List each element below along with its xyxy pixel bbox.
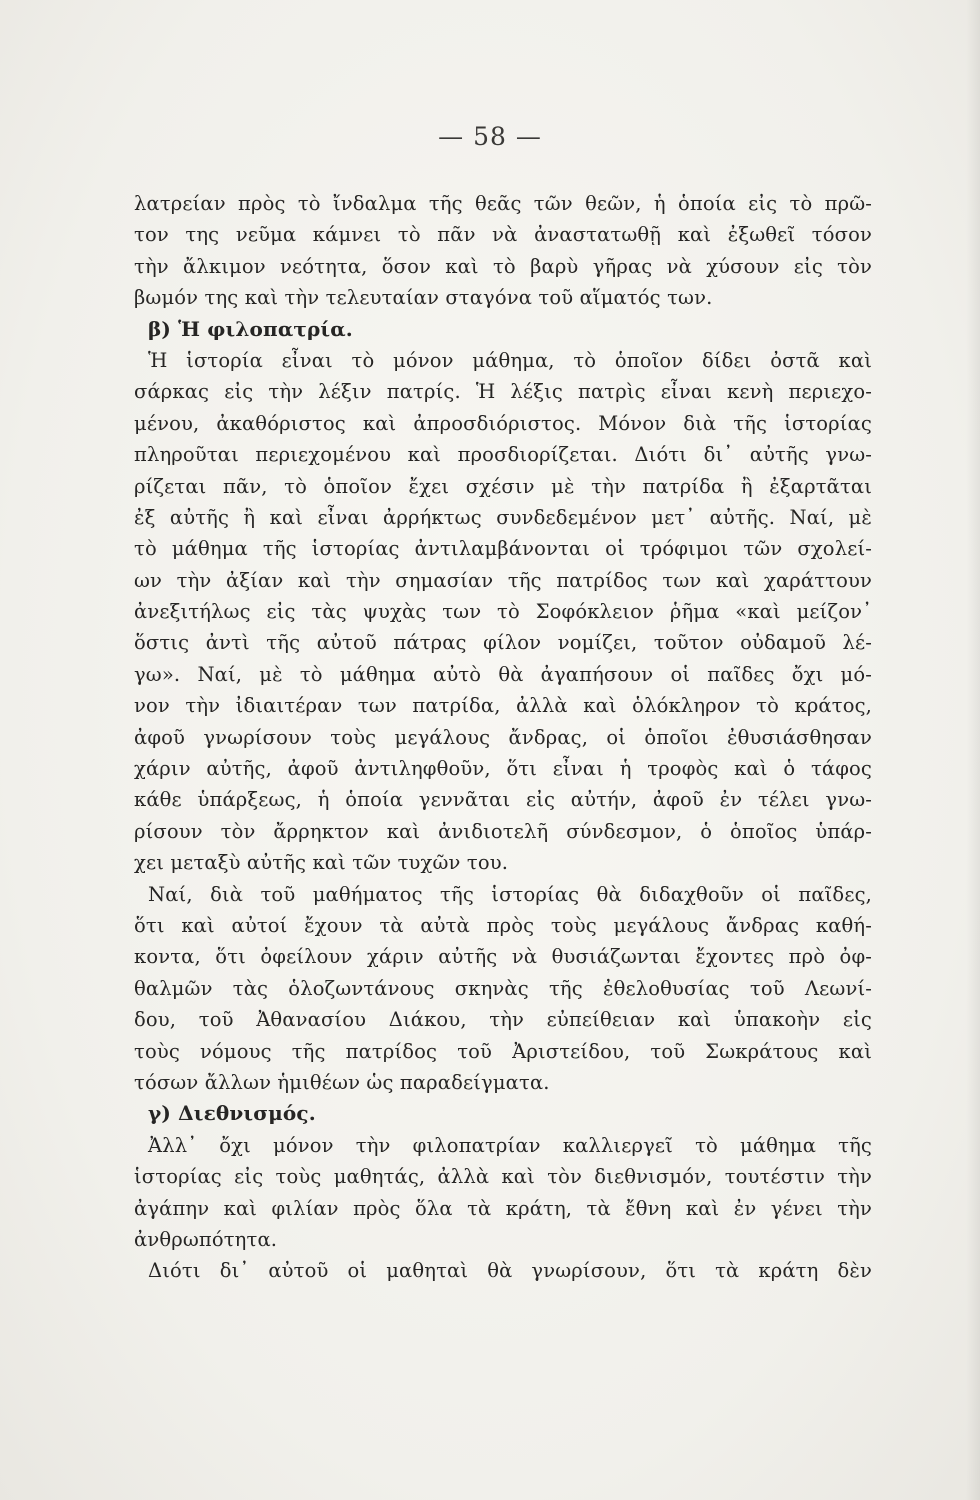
body-text (134, 188, 872, 1287)
text-line: μένου, ἀκαθόριστος καὶ ἀπροσδιόριστος. Μόνον διὰ τῆς ἱστορίας (134, 411, 872, 435)
text-line: δου, τοῦ Ἀθανασίου Διάκου, τὴν εὐπείθειαν καὶ ὑπακοὴν εἰς (134, 1008, 872, 1032)
text-line: τόσων ἄλλων ἡμιθέων ὡς παραδείγματα. (134, 1070, 550, 1094)
text-line: Ἡ ἱστορία εἶναι τὸ μόνον μάθημα, τὸ ὁποῖον δίδει ὀστᾶ καὶ (148, 348, 872, 372)
section-heading: β) Ἡ φιλοπατρία. (148, 316, 353, 341)
text-line: ἀνεξιτήλως εἰς τὰς ψυχὰς των τὸ Σοφόκλειον ῥῆμα «καὶ μείζον᾽ (134, 600, 872, 624)
text-line: ρίσουν τὸν ἄρρηκτον καὶ ἀνιδιοτελῆ σύνδεσμον, ὁ ὁποῖος ὑπάρ- (134, 819, 872, 843)
text-line: ρίζεται πᾶν, τὸ ὁποῖον ἔχει σχέσιν μὲ τὴν πατρίδα ἢ ἐξαρτᾶται (134, 474, 872, 498)
text-line: τὸ μάθημα τῆς ἱστορίας ἀντιλαμβάνονται οἱ τρόφιμοι τῶν σχολεί- (134, 537, 872, 561)
text-line: ὅστις ἀντὶ τῆς αὐτοῦ πάτρας φίλον νομίζει, τοῦτον οὐδαμοῦ λέ- (134, 631, 872, 655)
text-line: ἀφοῦ γνωρίσουν τοὺς μεγάλους ἄνδρας, οἱ ὁποῖοι ἐθυσιάσθησαν (134, 725, 872, 749)
text-line: χει μεταξὺ αὐτῆς καὶ τῶν τυχῶν του. (134, 851, 509, 875)
text-line: σάρκας εἰς τὴν λέξιν πατρίς. Ἡ λέξις πατρὶς εἶναι κενὴ περιεχο- (134, 380, 872, 404)
section-heading: γ) Διεθνισμός. (148, 1101, 316, 1126)
text-line: χάριν αὐτῆς, ἀφοῦ ἀντιληφθοῦν, ὅτι εἶναι ἡ τροφὸς καὶ ὁ τάφος (134, 757, 872, 781)
text-line: κοντα, ὅτι ὀφείλουν χάριν αὐτῆς νὰ θυσιάζωνται ἔχοντες πρὸ ὀφ- (134, 945, 872, 969)
text-line: γω». Ναί, μὲ τὸ μάθημα αὐτὸ θὰ ἀγαπήσουν οἱ παῖδες ὄχι μό- (134, 662, 872, 686)
page-edge-shadow (966, 0, 980, 1500)
page-number: — 58 — (438, 122, 542, 151)
text-line: νον τὴν ἰδιαιτέραν των πατρίδα, ἀλλὰ καὶ ὁλόκληρον τὸ κράτος, (134, 694, 872, 718)
text-line: θαλμῶν τὰς ὁλοζωντάνους σκηνὰς τῆς ἐθελοθυσίας τοῦ Λεωνί- (134, 976, 872, 1000)
text-line: τοὺς νόμους τῆς πατρίδος τοῦ Ἀριστείδου, τοῦ Σωκράτους καὶ (134, 1039, 872, 1063)
text-line: Διότι δι᾽ αὐτοῦ οἱ μαθηταὶ θὰ γνωρίσουν, ὅτι τὰ κράτη δὲν (148, 1259, 872, 1283)
text-line: τον της νεῦμα κάμνει τὸ πᾶν νὰ ἀναστατωθῇ καὶ ἐξωθεῖ τόσον (134, 223, 872, 247)
text-line: Ἀλλ᾽ ὄχι μόνον τὴν φιλοπατρίαν καλλιεργεῖ τὸ μάθημα τῆς (148, 1133, 872, 1157)
text-line: ὅτι καὶ αὐτοί ἔχουν τὰ αὐτὰ πρὸς τοὺς μεγάλους ἄνδρας καθή- (134, 913, 872, 937)
text-line: ων τὴν ἀξίαν καὶ τὴν σημασίαν τῆς πατρίδος των καὶ χαράττουν (134, 568, 872, 592)
text-line: Ναί, διὰ τοῦ μαθήματος τῆς ἱστορίας θὰ διδαχθοῦν οἱ παῖδες, (148, 882, 872, 906)
text-line: ἐξ αὐτῆς ἢ καὶ εἶναι ἀρρήκτως συνδεδεμένον μετ᾽ αὐτῆς. Ναί, μὲ (134, 505, 872, 529)
text-line: ἱστορίας εἰς τοὺς μαθητάς, ἀλλὰ καὶ τὸν διεθνισμόν, τουτέστιν τὴν (134, 1165, 872, 1189)
text-line: τὴν ἄλκιμον νεότητα, ὅσον καὶ τὸ βαρὺ γῆρας νὰ χύσουν εἰς τὸν (134, 254, 872, 278)
text-line: βωμόν της καὶ τὴν τελευταίαν σταγόνα τοῦ αἵματός των. (134, 286, 713, 310)
text-line: λατρείαν πρὸς τὸ ἴνδαλμα τῆς θεᾶς τῶν θεῶν, ἡ ὁποία εἰς τὸ πρῶ- (134, 192, 872, 215)
text-line: πληροῦται περιεχομένου καὶ προσδιορίζεται. Διότι δι᾽ αὐτῆς γνω- (134, 443, 872, 467)
text-line: ἀγάπην καὶ φιλίαν πρὸς ὅλα τὰ κράτη, τὰ ἔθνη καὶ ἐν γένει τὴν (134, 1196, 872, 1220)
text-line: ἀνθρωπότητα. (134, 1227, 278, 1251)
text-line: κάθε ὑπάρξεως, ἡ ὁποία γεννᾶται εἰς αὐτήν, ἀφοῦ ἐν τέλει γνω- (134, 788, 872, 812)
